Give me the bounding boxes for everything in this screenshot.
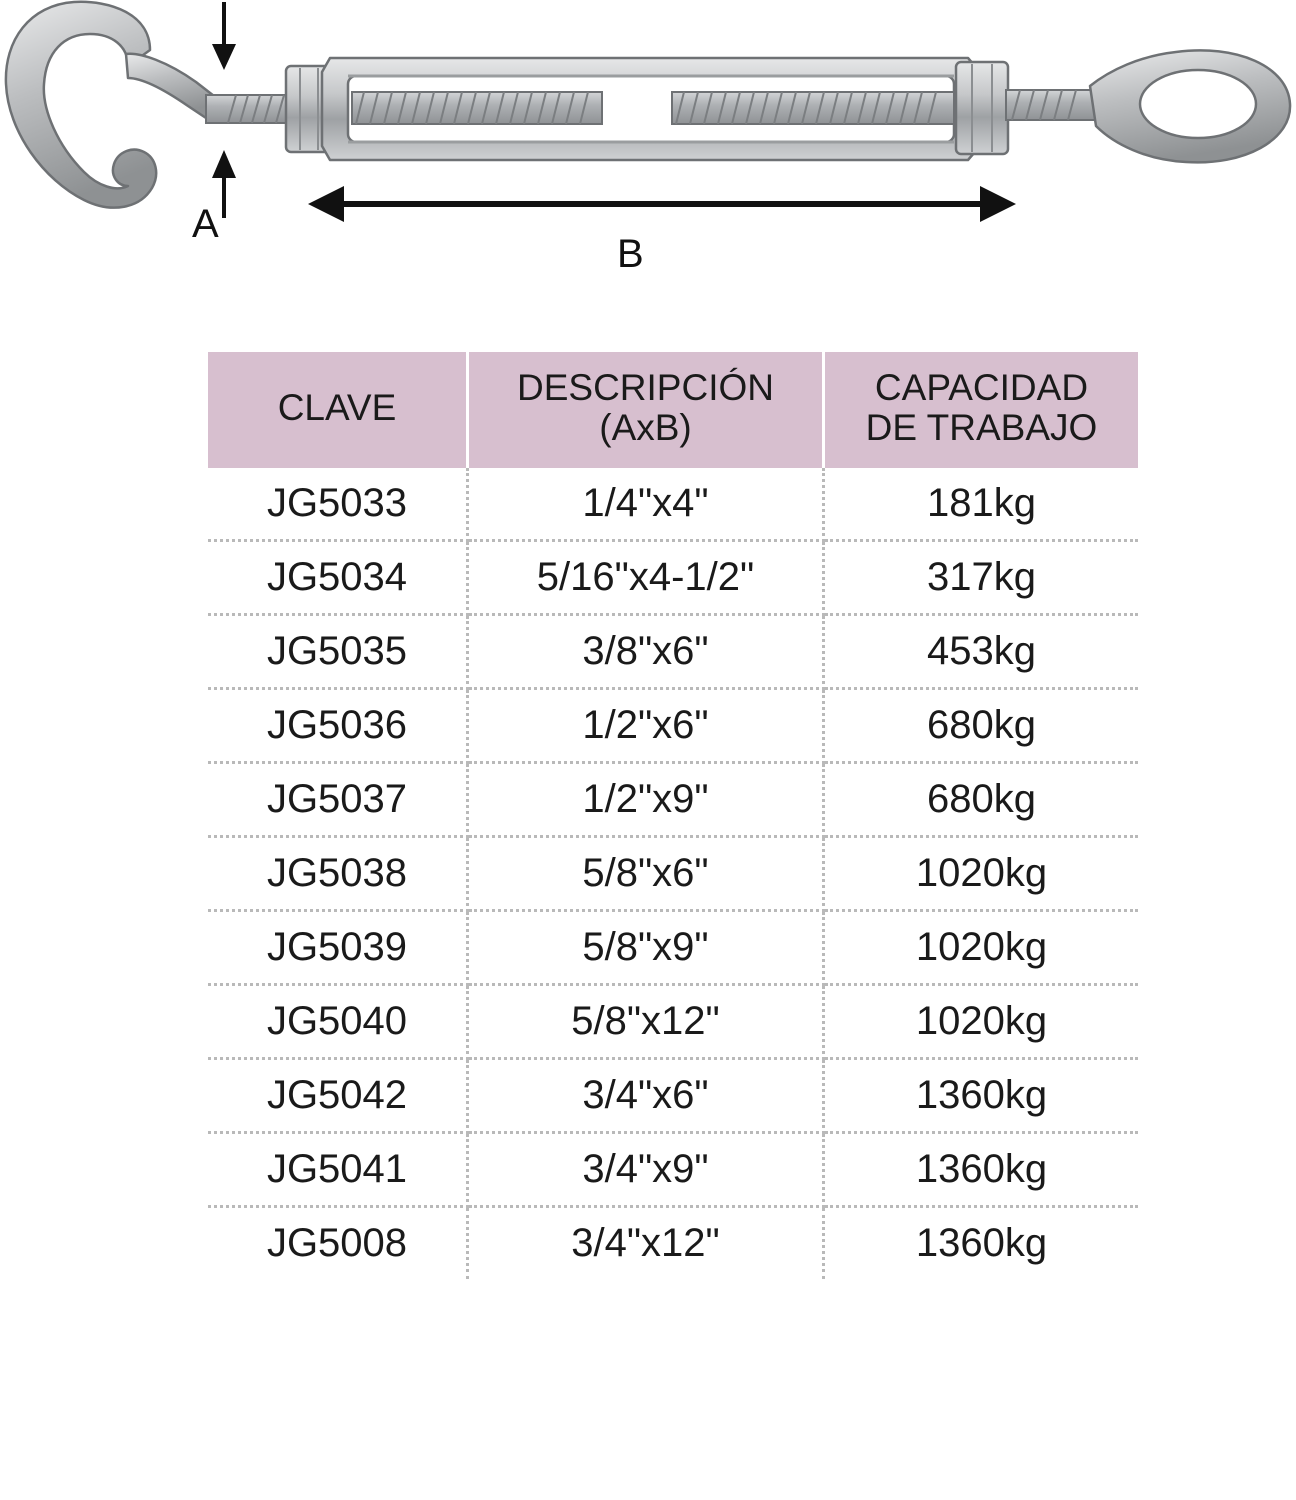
table-row xyxy=(208,614,1138,688)
hook-end xyxy=(6,2,214,208)
column-header-clave-line1: CLAVE xyxy=(277,386,397,428)
product-diagram xyxy=(0,0,1296,330)
table-row xyxy=(208,1058,1138,1132)
table-row xyxy=(208,540,1138,614)
right-collar xyxy=(956,62,1008,154)
column-header-capacidad xyxy=(824,352,1139,468)
cell-descripcion: 3/4"x6" xyxy=(468,1058,824,1132)
cell-clave: JG5034 xyxy=(208,540,468,614)
column-header-clave xyxy=(208,352,468,468)
table-row xyxy=(208,762,1138,836)
cell-descripcion: 3/8"x6" xyxy=(468,614,824,688)
right-threaded-rod xyxy=(1006,90,1102,120)
table-row xyxy=(208,688,1138,762)
cell-capacidad: 1360kg xyxy=(824,1058,1139,1132)
cell-clave: JG5033 xyxy=(208,468,468,541)
table-row xyxy=(208,1206,1138,1279)
cell-capacidad: 1020kg xyxy=(824,910,1139,984)
cell-capacidad: 680kg xyxy=(824,688,1139,762)
cell-capacidad: 1020kg xyxy=(824,984,1139,1058)
table-row xyxy=(208,468,1138,541)
turnbuckle-illustration xyxy=(0,0,1296,330)
table-row xyxy=(208,836,1138,910)
cell-descripcion: 5/8"x12" xyxy=(468,984,824,1058)
cell-clave: JG5040 xyxy=(208,984,468,1058)
cell-descripcion: 3/4"x12" xyxy=(468,1206,824,1279)
cell-clave: JG5041 xyxy=(208,1132,468,1206)
cell-descripcion: 5/8"x6" xyxy=(468,836,824,910)
cell-clave: JG5008 xyxy=(208,1206,468,1279)
cell-clave: JG5038 xyxy=(208,836,468,910)
dimension-a-label: A xyxy=(192,202,220,246)
cell-capacidad: 1360kg xyxy=(824,1132,1139,1206)
cell-capacidad: 1020kg xyxy=(824,836,1139,910)
specifications-table xyxy=(208,352,1138,1279)
column-header-descripcion-line2: (AxB) xyxy=(599,406,692,448)
dimension-b-arrow xyxy=(308,186,1016,222)
cell-capacidad: 317kg xyxy=(824,540,1139,614)
cell-descripcion: 5/16"x4-1/2" xyxy=(468,540,824,614)
cell-clave: JG5042 xyxy=(208,1058,468,1132)
cell-descripcion: 1/2"x6" xyxy=(468,688,824,762)
cell-descripcion: 1/2"x9" xyxy=(468,762,824,836)
column-header-descripcion-line1: DESCRIPCIÓN xyxy=(517,367,774,408)
table-row xyxy=(208,1132,1138,1206)
left-threaded-rod xyxy=(206,95,296,123)
cell-descripcion: 5/8"x9" xyxy=(468,910,824,984)
table-header-row xyxy=(208,352,1138,468)
table-row xyxy=(208,910,1138,984)
table-row xyxy=(208,984,1138,1058)
eye-end xyxy=(1090,50,1290,162)
cell-descripcion: 1/4"x4" xyxy=(468,468,824,541)
cell-capacidad: 680kg xyxy=(824,762,1139,836)
dimension-b-label: B xyxy=(617,232,645,276)
cell-clave: JG5039 xyxy=(208,910,468,984)
column-header-capacidad-line1: CAPACIDAD xyxy=(874,367,1089,408)
cell-clave: JG5035 xyxy=(208,614,468,688)
cell-capacidad: 453kg xyxy=(824,614,1139,688)
cell-clave: JG5036 xyxy=(208,688,468,762)
cell-clave: JG5037 xyxy=(208,762,468,836)
cell-descripcion: 3/4"x9" xyxy=(468,1132,824,1206)
column-header-capacidad-line2: DE TRABAJO xyxy=(865,406,1098,448)
column-header-descripcion xyxy=(468,352,824,468)
turnbuckle-body xyxy=(322,58,980,160)
cell-capacidad: 181kg xyxy=(824,468,1139,541)
cell-capacidad: 1360kg xyxy=(915,1220,1048,1265)
